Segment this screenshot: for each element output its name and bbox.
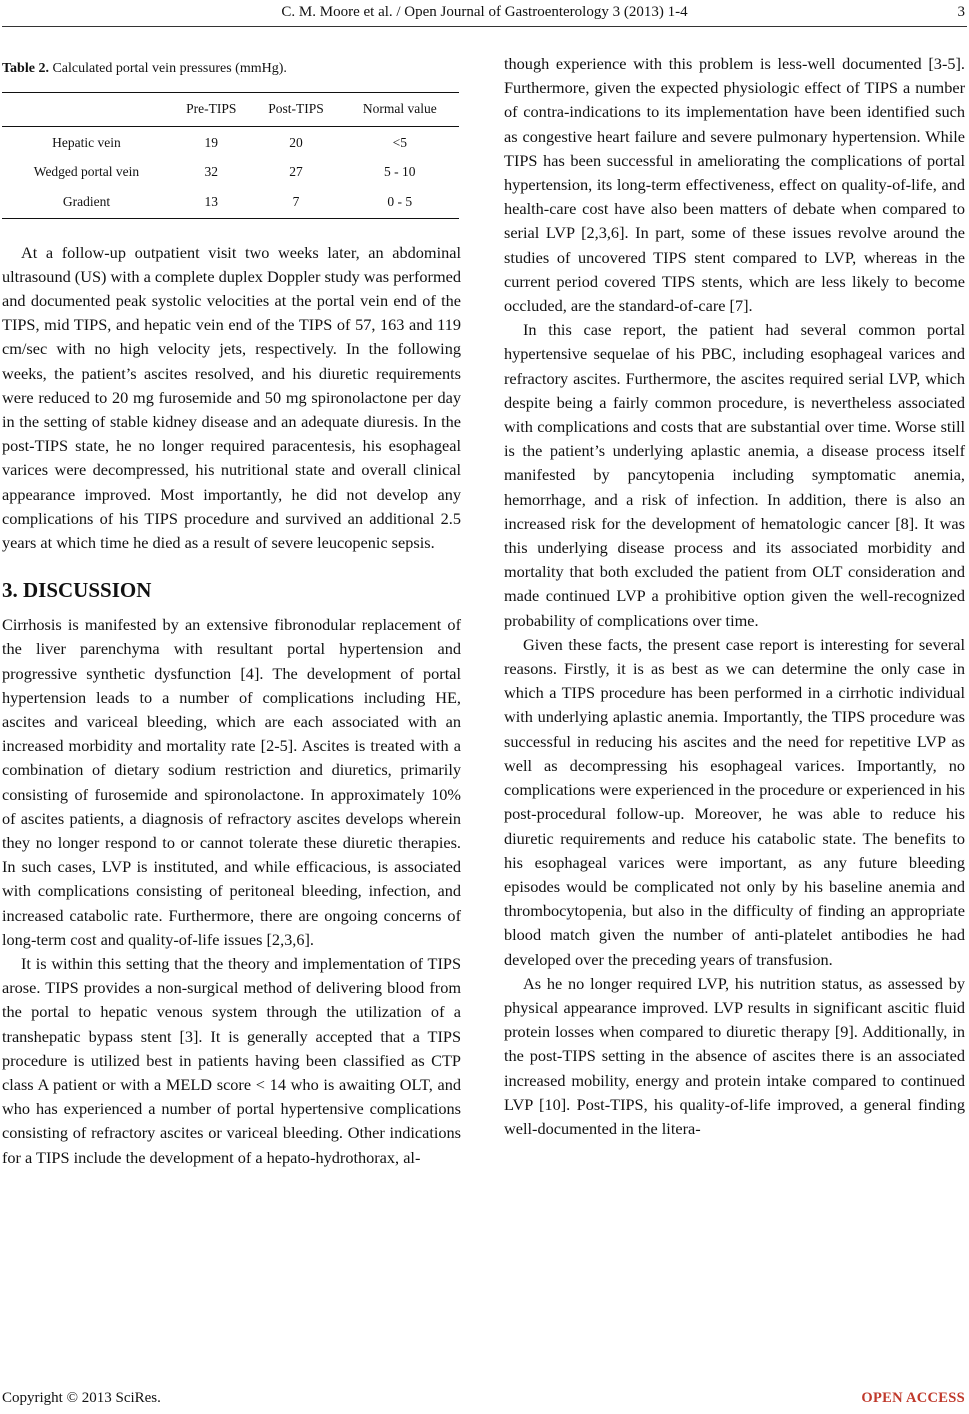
paragraph-given-facts: Given these facts, the present case report is interesting for several reasons. Firstly, it is as best as we can determine the only case in which a TIPS procedure has been performed in a cirrhotic individual with underlying aplastic anemia. Importantly, the TIPS procedure was successful in reducing his ascites and the need for repetitive LVP as well as decompressing his esophageal varices. Importantly, no complications were experienced in the procedure or experienced in his post-procedural follow-up. Moreover, he was able to reduce his diuretic requirements and reduce his catabolic state. The benefits to his esophageal varices were important, as any future bleeding episodes would be complicated not only by his baseline anemia and thrombocytopenia, but also in the difficulty of finding an appropriate blood match given the number of anti-platelet antibodies he had developed over the preceding years of transfusion. [504,634,965,969]
table-cell: 27 [289,164,303,180]
copyright-notice: Copyright © 2013 SciRes. [2,1390,161,1406]
table-cell: Gradient [62,194,111,210]
paragraph-cirrhosis: Cirrhosis is manifested by an extensive fibronodular replacement of the liver parenchyma with resultant portal hypertension and progressive synthetic dysfunction [4]. The development of portal hypertension leads to a number of complications including HE, ascites and variceal bleeding, which are each associated with an increased morbidity and mortality rate [2-5]. Ascites is treated with a combination of dietary sodium restriction and diuretics, primarily consisting of furosemide and spironolactone. In approximately 10% of ascites patients, a diagnosis of refractory ascites develops wherein they no longer respond to or cannot tolerate these diuretic therapies. In such cases, LVP is instituted, and while efficacious, is associated with complications consisting of peritoneal bleeding, infection, and increased catabolic rate. Furthermore, there are ongoing concerns of long-term cost and quality-of-life issues [2,3,6]. [2,615,461,949]
table-label: Table 2. [2,61,49,76]
table-cell: Wedged portal vein [33,164,140,180]
table-row [2,127,459,158]
portal-pressure-table [2,92,459,219]
left-column [2,52,461,1170]
running-title: C. M. Moore et al. / Open Journal of Gastroenterology 3 (2013) 1-4 [281,4,688,20]
table-cell: <5 [392,134,407,150]
table-caption-text: Calculated portal vein pressures (mmHg). [52,61,287,76]
table-cell: 19 [204,134,218,150]
open-access-label: OPEN ACCESS [861,1390,965,1406]
table-cell: 5 - 10 [384,164,416,180]
running-header [0,0,969,34]
page-footer [0,1390,969,1410]
table-header-cell: Normal value [362,101,437,117]
table-row [2,188,459,219]
paragraph-case-report: In this case report, the patient had several common portal hypertensive sequelae of his PBC, including esophageal varices and refractory ascites. Furthermore, the ascites required serial LVP, which despite being a fairly common procedure, is nevertheless associated with complications and costs that are substantial over time. Worse still is the patient’s underlying aplastic anemia, a disease process itself manifested by pancytopenia including symptomatic anemia, hemorrhage, and a risk of infection. In addition, there is also an increased risk for the development of hematologic cancer [8]. It was this underlying disease process and its associated morbidity and mortality that both excluded the patient from OLT consideration and made continued LVP a prohibitive option given the well-recognized probability of complications over time. [504,320,965,630]
table-cell: 13 [204,194,218,210]
header-rule [2,26,967,27]
section-heading-discussion: 3. DISCUSSION [2,578,152,603]
paragraph-tips: It is within this setting that the theory and implementation of TIPS arose. TIPS provides a non-surgical method of delivering blood from the portal to hepatic venous system through the utilization of a transhepatic bypass stent [3]. It is generally accepted that a TIPS procedure is utilized best in patients having been classified as CTP class A patient or with a MELD score < 14 who is awaiting OLT, and who has experienced a number of portal hypertensive complications consisting of refractory ascites or variceal bleeding. Other indications for a TIPS include the development of a hepato-hydrothorax, al- [2,953,461,1167]
page-number: 3 [957,4,965,20]
table-header-cell [2,93,171,127]
paragraph-nutrition: As he no longer required LVP, his nutrition status, as assessed by physical appearance improved. LVP results in significant ascitic fluid protein losses when compared to diuretic therapy [9]. Additionally, in the post-TIPS setting in the absence of ascites there is an associated increased mobility, energy and protein intake compared to continued LVP [10]. Post-TIPS, his quality-of-life improved, a general finding well-documented in the litera- [504,973,965,1138]
table-header-cell: Pre-TIPS [186,101,237,117]
table-cell: Hepatic vein [52,134,121,150]
table-header-cell: Post-TIPS [268,101,324,117]
table-header-row [2,93,459,127]
paragraph-continued: though experience with this problem is less-well documented [3-5]. Furthermore, given the expected physiologic effect of TIPS a number of contra-indications to its implementation have been identified such as congestive heart failure and severe pulmonary hypertension. While TIPS has been successful in ameliorating the complications of portal hypertension, its long-term effectiveness, effect on quality-of-life, and health-care cost have also been matters of debate when compared to serial LVP [2,3,6]. In part, some of these issues revolve around the studies of uncovered TIPS stent compared to LVP, whereas in the current period covered TIPS stents, which are less likely to become occluded, are the standard-of-care [7]. [504,54,965,316]
table-cell: 32 [204,164,218,180]
table-cell: 0 - 5 [387,194,413,210]
table-cell: 20 [289,134,303,150]
paragraph-followup: At a follow-up outpatient visit two weeks later, an abdominal ultrasound (US) with a complete duplex Doppler study was performed and documented peak systolic velocities at the portal vein end of the TIPS, mid TIPS, and hepatic vein end of the TIPS of 57, 163 and 119 cm/sec with no high velocity jets, respectively. In the following weeks, the patient’s ascites resolved, and his diuretic requirements were reduced to 20 mg furosemide and 50 mg spironolactone per day in the setting of stable kidney disease and an adequate diuresis. In the post-TIPS state, he no longer required paracentesis, his esophageal varices were decompressed, his nutritional state and overall clinical appearance improved. Most importantly, he did not develop any complications of his TIPS procedure and survived an additional 2.5 years at which time he died as a result of severe leucopenic sepsis. [2,242,461,552]
table-cell: 7 [292,194,300,210]
table-caption [2,60,461,78]
table-row [2,157,459,188]
right-column [504,52,965,1141]
